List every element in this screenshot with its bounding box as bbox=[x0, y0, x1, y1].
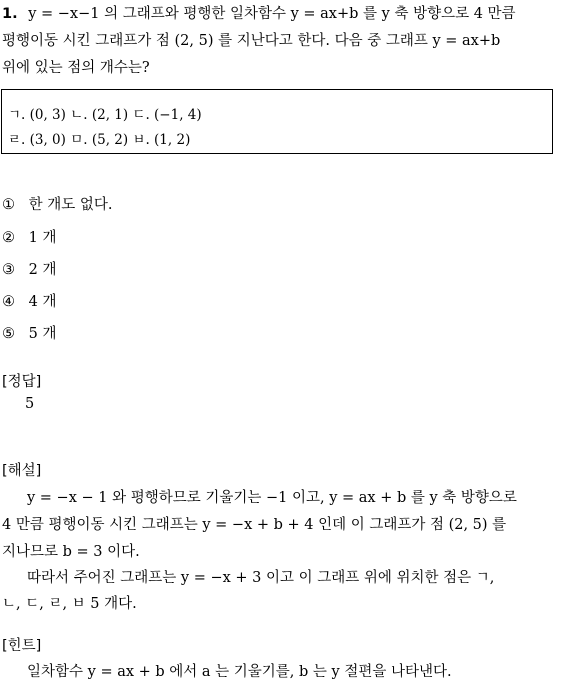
choice-mark: ③ bbox=[2, 262, 15, 278]
choice-text: 5 개 bbox=[28, 326, 57, 342]
question-line-3: 위에 있는 점의 개수는? bbox=[2, 60, 150, 76]
choice-text: 한 개도 없다. bbox=[28, 197, 113, 213]
question-line-2: 평행이동 시킨 그래프가 점 (2, 5) 를 지난다고 한다. 다음 중 그래프 y = ax+b bbox=[2, 33, 501, 49]
explanation-line-5: ㄴ, ㄷ, ㄹ, ㅂ 5 개다. bbox=[2, 596, 137, 612]
choice-text: 4 개 bbox=[28, 294, 57, 310]
question-number: 1. bbox=[2, 6, 18, 22]
answer-label: [정답] bbox=[2, 374, 42, 390]
choice-1[interactable] bbox=[2, 193, 112, 214]
choice-text: 1 개 bbox=[28, 230, 57, 246]
choice-text: 2 개 bbox=[28, 262, 57, 278]
explanation-label: [해설] bbox=[2, 463, 42, 479]
choice-5[interactable] bbox=[2, 322, 56, 343]
explanation-line-2: 4 만큼 평행이동 시킨 그래프는 y = −x + b + 4 인데 이 그래프가 점 (2, 5) 를 bbox=[2, 517, 507, 533]
choice-mark: ① bbox=[2, 197, 15, 213]
hint-label: [힌트] bbox=[2, 638, 42, 654]
choice-2[interactable] bbox=[2, 226, 56, 247]
choice-mark: ④ bbox=[2, 294, 15, 310]
options-row-2: ㄹ. (3, 0) ㅁ. (5, 2) ㅂ. (1, 2) bbox=[8, 132, 191, 148]
explanation-line-3: 지나므로 b = 3 이다. bbox=[2, 544, 140, 560]
choice-mark: ⑤ bbox=[2, 326, 15, 342]
choice-mark: ② bbox=[2, 230, 15, 246]
choice-4[interactable] bbox=[2, 290, 56, 311]
explanation-line-4: 따라서 주어진 그래프는 y = −x + 3 이고 이 그래프 위에 위치한 점은 ㄱ, bbox=[27, 570, 495, 586]
options-row-1: ㄱ. (0, 3) ㄴ. (2, 1) ㄷ. (−1, 4) bbox=[8, 107, 202, 123]
answer-value: 5 bbox=[25, 396, 35, 412]
question-line-1 bbox=[2, 2, 516, 23]
choice-3[interactable] bbox=[2, 258, 56, 279]
explanation-line-1: y = −x − 1 와 평행하므로 기울기는 −1 이고, y = ax + b 를 y 축 방향으로 bbox=[27, 490, 517, 506]
question-text-1: y = −x−1 의 그래프와 평행한 일차함수 y = ax+b 를 y 축 방향으로 4 만큼 bbox=[28, 6, 516, 22]
hint-line-1: 일차함수 y = ax + b 에서 a 는 기울기를, b 는 y 절편을 나타낸다. bbox=[27, 664, 452, 680]
